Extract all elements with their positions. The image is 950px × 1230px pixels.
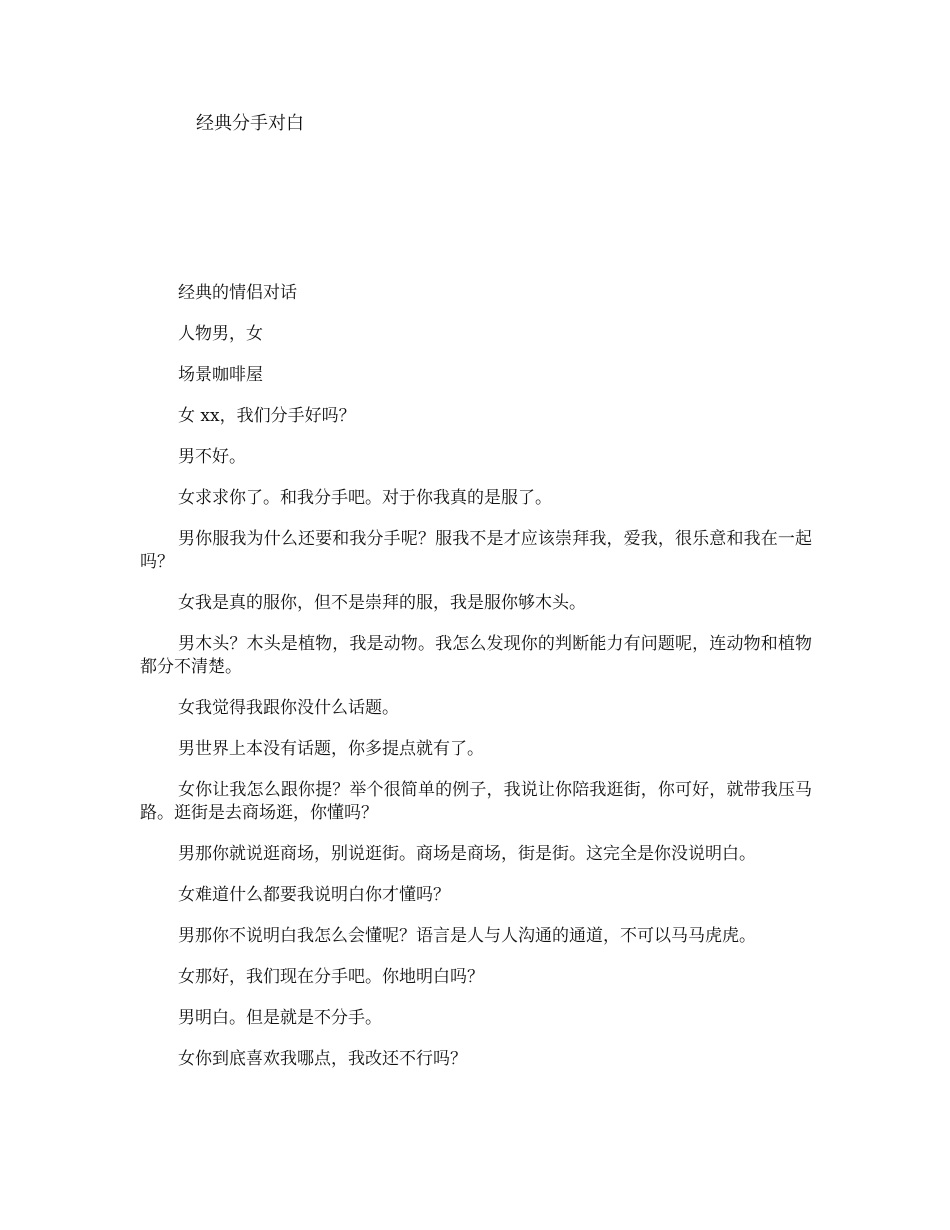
paragraph: 男明白。但是就是不分手。 — [178, 1008, 382, 1028]
paragraph: 男那你不说明白我怎么会懂呢？语言是人与人沟通的通道，不可以马马虎虎。 — [178, 926, 756, 946]
paragraph: 人物男，女 — [178, 324, 263, 344]
paragraph: 女我觉得我跟你没什么话题。 — [178, 698, 399, 718]
paragraph: 女你让我怎么跟你提？举个很简单的例子，我说让你陪我逛街，你可好，就带我压马路。逛街是去商场逛，你懂吗？ — [140, 780, 812, 823]
paragraph: 女 xx，我们分手好吗？ — [178, 406, 356, 426]
paragraph: 女难道什么都要我说明白你才懂吗？ — [178, 885, 450, 905]
document-title: 经典分手对白 — [196, 113, 304, 134]
paragraph: 经典的情侣对话 — [178, 283, 297, 303]
paragraph: 场景咖啡屋 — [178, 365, 263, 385]
paragraph: 女我是真的服你，但不是崇拜的服，我是服你够木头。 — [178, 593, 586, 613]
paragraph: 女那好，我们现在分手吧。你地明白吗？ — [178, 967, 484, 987]
paragraph: 男不好。 — [178, 447, 246, 467]
paragraph: 女你到底喜欢我哪点，我改还不行吗？ — [178, 1049, 467, 1069]
document-body — [140, 282, 812, 1089]
paragraph: 男世界上本没有话题，你多提点就有了。 — [178, 739, 484, 759]
paragraph: 男你服我为什么还要和我分手呢？服我不是才应该崇拜我，爱我，很乐意和我在一起吗？ — [140, 529, 812, 572]
paragraph: 男那你就说逛商场，别说逛街。商场是商场，街是街。这完全是你没说明白。 — [178, 844, 756, 864]
paragraph: 男木头？木头是植物，我是动物。我怎么发现你的判断能力有问题呢，连动物和植物都分不清楚。 — [140, 634, 812, 677]
paragraph: 女求求你了。和我分手吧。对于你我真的是服了。 — [178, 488, 552, 508]
